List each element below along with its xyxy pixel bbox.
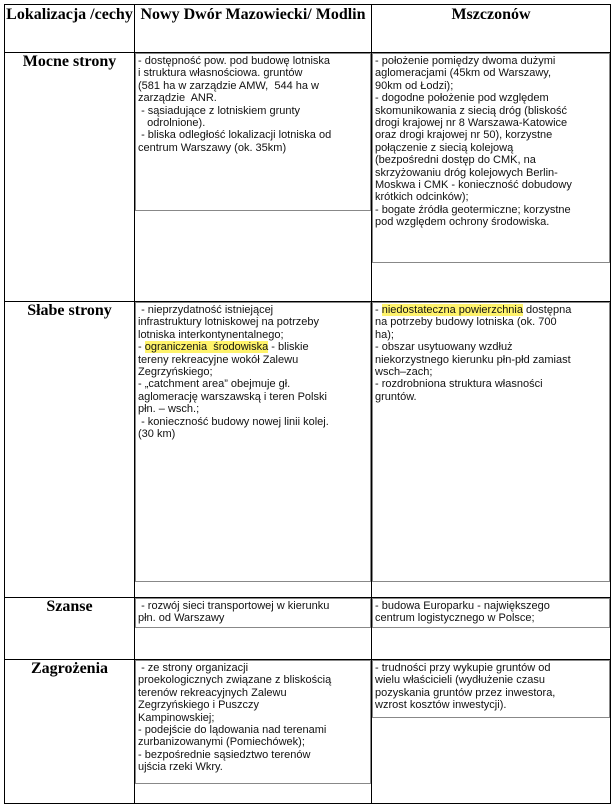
row-label-threats: Zagrożenia	[5, 660, 135, 804]
text-line: skrzyżowaniu dróg kolejowych Berlin-	[375, 166, 558, 179]
row-opportunities	[5, 598, 611, 660]
text-line: wielu właścicieli (wydłużenie czasu	[375, 674, 545, 687]
text-line	[375, 304, 607, 316]
text-line: połączenie z siecią kolejową	[375, 141, 514, 154]
text-line: Kampinowskiej;	[138, 711, 215, 724]
text-line: lotniska interkontynentalnego;	[138, 328, 284, 341]
cell-threats-mszczonow	[372, 660, 611, 804]
row-label-weaknesses: Słabe strony	[5, 302, 135, 598]
text-line: (bezpośredni dostęp do CMK, na	[375, 154, 536, 167]
text-line: - bliska odległość lokalizacji lotniska od	[138, 129, 332, 142]
text-line: - bogate źródła geotermiczne; korzystne	[375, 203, 571, 216]
text-fragment: dostępna	[523, 304, 572, 316]
text-line: (30 km)	[138, 428, 176, 441]
swot-table	[4, 4, 611, 804]
row-label-opportunities: Szanse	[5, 598, 135, 660]
text-line: - rozdrobniona struktura własności	[375, 378, 543, 391]
cell-threats-modlin	[135, 660, 372, 804]
text-box	[135, 53, 371, 211]
row-label-strengths: Mocne strony	[5, 53, 135, 302]
text-box	[135, 660, 371, 784]
text-line: Zegrzyńskiego i Puszczy	[138, 699, 260, 712]
text-fragment: -	[375, 304, 382, 316]
text-box	[372, 53, 610, 263]
text-line: proekologicznych związane z bliskością	[138, 674, 332, 687]
text-line: aglomerację warszawską i teren Polski	[138, 390, 327, 403]
text-line: niekorzystnego kierunku płn-płd zamiast	[375, 353, 571, 366]
row-strengths	[5, 53, 611, 302]
text-line: skomunikowania z siecią dróg (bliskość	[375, 104, 567, 117]
text-line: krótkich odcinków);	[375, 191, 469, 204]
header-modlin: Nowy Dwór Mazowiecki/ Modlin	[135, 5, 372, 53]
text-line: terenów rekreacyjnych Zalewu	[138, 686, 287, 699]
text-line: - dogodne położenie pod względem	[375, 92, 549, 105]
cell-strengths-mszczonow	[372, 53, 611, 302]
text-line: płn. – wsch.;	[138, 403, 200, 416]
text-box	[372, 302, 610, 582]
cell-strengths-modlin	[135, 53, 372, 302]
text-line: i struktura własnościowa. gruntów	[138, 67, 303, 80]
text-line: gruntów.	[375, 390, 417, 403]
highlighted-text: ograniczenia środowiska	[144, 341, 269, 354]
header-row	[5, 5, 611, 53]
text-line: - bezpośrednie sąsiedztwo terenów	[138, 748, 311, 761]
text-box	[135, 302, 371, 582]
text-line: pod względem ochrony środowiska.	[375, 216, 550, 229]
text-line: - dostępność pow. pod budowę lotniska	[138, 55, 331, 67]
text-line: 90km od Łodzi);	[375, 79, 454, 92]
text-line: na potrzeby budowy lotniska (ok. 700	[375, 316, 557, 329]
text-line: oraz drogi krajowej nr 50), korzystne	[375, 129, 553, 142]
text-line: infrastruktury lotniskowej na potrzeby	[138, 316, 319, 329]
cell-opportunities-modlin	[135, 598, 372, 660]
text-line: Moskwa i CMK - konieczność dobudowy	[375, 179, 572, 192]
text-line: Zegrzyńskiego;	[138, 366, 213, 379]
text-box	[372, 660, 610, 718]
text-line: wsch–zach;	[375, 366, 433, 379]
text-line: - obszar usytuowany wzdłuż	[375, 341, 513, 354]
text-line: - ze strony organizacji	[138, 662, 249, 674]
highlighted-text: niedostateczna powierzchnia	[381, 304, 523, 316]
cell-weaknesses-mszczonow	[372, 302, 611, 598]
text-line: ujścia rzeki Wkry.	[138, 761, 223, 774]
cell-weaknesses-modlin	[135, 302, 372, 598]
text-line: drogi krajowej nr 8 Warszawa-Katowice	[375, 117, 568, 130]
text-line: - położenie pomiędzy dwoma dużymi	[375, 55, 556, 67]
header-location: Lokalizacja /cechy	[5, 5, 135, 53]
text-fragment: - bliskie	[268, 341, 309, 354]
text-line: zarządzie ANR.	[138, 92, 217, 105]
text-line: - konieczność budowy nowej linii kolej.	[138, 415, 329, 428]
header-mszczonow: Mszczonów	[372, 5, 611, 53]
text-line: płn. od Warszawy	[138, 612, 225, 625]
text-line: zurbanizowanymi (Pomiechówek);	[138, 736, 305, 749]
text-line: odrolnione).	[138, 117, 206, 130]
text-line: - budowa Europarku - największego	[375, 600, 550, 612]
text-fragment: -	[138, 341, 145, 354]
text-box	[135, 598, 371, 628]
text-line: pozyskania gruntów przez inwestora,	[375, 686, 556, 699]
text-line: - nieprzydatność istniejącej	[138, 304, 274, 316]
text-line: aglomeracjami (45km od Warszawy,	[375, 67, 552, 80]
text-line: - sąsiadujące z lotniskiem grunty	[138, 104, 301, 117]
text-line: wzrost kosztów inwestycji).	[375, 699, 507, 712]
text-box	[372, 598, 610, 628]
row-threats	[5, 660, 611, 804]
text-line: ha);	[375, 328, 394, 341]
text-line: - rozwój sieci transportowej w kierunku	[138, 600, 330, 612]
cell-opportunities-mszczonow	[372, 598, 611, 660]
text-line: centrum Warszawy (ok. 35km)	[138, 141, 287, 154]
text-line: - „catchment area” obejmuje gł.	[138, 378, 291, 391]
text-line: - podejście do lądowania nad terenami	[138, 724, 327, 737]
text-line	[138, 341, 368, 353]
text-line: (581 ha w zarządzie AMW, 544 ha w	[138, 79, 319, 92]
text-line: tereny rekreacyjne wokół Zalewu	[138, 353, 299, 366]
text-line: - trudności przy wykupie gruntów od	[375, 662, 551, 674]
row-weaknesses	[5, 302, 611, 598]
text-line: centrum logistycznego w Polsce;	[375, 612, 535, 625]
